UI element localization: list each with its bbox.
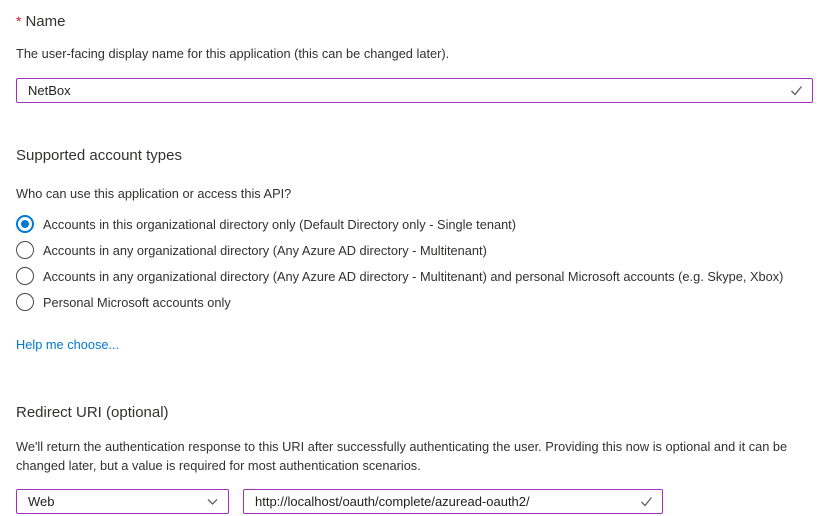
radio-option-personal-only[interactable] bbox=[16, 289, 813, 315]
radio-option-multitenant-personal[interactable] bbox=[16, 263, 813, 289]
radio-option-multitenant[interactable] bbox=[16, 237, 813, 263]
radio-selected-icon bbox=[16, 215, 34, 233]
platform-select[interactable] bbox=[16, 489, 229, 514]
name-input[interactable] bbox=[16, 78, 813, 103]
radio-option-label: Accounts in any organizational directory (Any Azure AD directory - Multitenant) bbox=[43, 242, 487, 258]
redirect-uri-row bbox=[16, 489, 813, 514]
radio-unselected-icon bbox=[16, 241, 34, 259]
radio-option-label: Personal Microsoft accounts only bbox=[43, 294, 231, 310]
radio-option-label: Accounts in any organizational directory (Any Azure AD directory - Multitenant) and personal Microsoft accounts (e.g. Skype, Xbox) bbox=[43, 268, 784, 284]
name-input-value: NetBox bbox=[28, 83, 71, 98]
app-registration-form bbox=[0, 11, 829, 514]
valid-checkmark-icon bbox=[638, 494, 654, 510]
name-label-text: Name bbox=[25, 13, 66, 30]
redirect-uri-input-value: http://localhost/oauth/complete/azuread-oauth2/ bbox=[255, 494, 530, 509]
account-types-question: Who can use this application or access this API? bbox=[16, 186, 292, 201]
name-description: The user-facing display name for this application (this can be changed later). bbox=[16, 46, 450, 61]
chevron-down-icon bbox=[204, 494, 220, 510]
account-type-radio-group bbox=[16, 211, 813, 315]
radio-unselected-icon bbox=[16, 293, 34, 311]
help-me-choose-link[interactable]: Help me choose... bbox=[16, 337, 120, 352]
redirect-uri-description: We'll return the authentication response to this URI after successfully authenticating the user. Providing this now is optional and it can be changed later, but a value is required for most authentication scenarios. bbox=[16, 439, 788, 473]
redirect-uri-input[interactable] bbox=[243, 489, 663, 514]
radio-unselected-icon bbox=[16, 267, 34, 285]
radio-option-single-tenant[interactable] bbox=[16, 211, 813, 237]
required-asterisk: * bbox=[16, 13, 22, 29]
account-types-heading: Supported account types bbox=[16, 147, 182, 164]
name-field-label bbox=[16, 11, 813, 32]
valid-checkmark-icon bbox=[788, 83, 804, 99]
redirect-uri-heading: Redirect URI (optional) bbox=[16, 404, 169, 421]
radio-option-label: Accounts in this organizational directory only (Default Directory only - Single tenant) bbox=[43, 216, 516, 232]
platform-select-value: Web bbox=[28, 494, 55, 509]
